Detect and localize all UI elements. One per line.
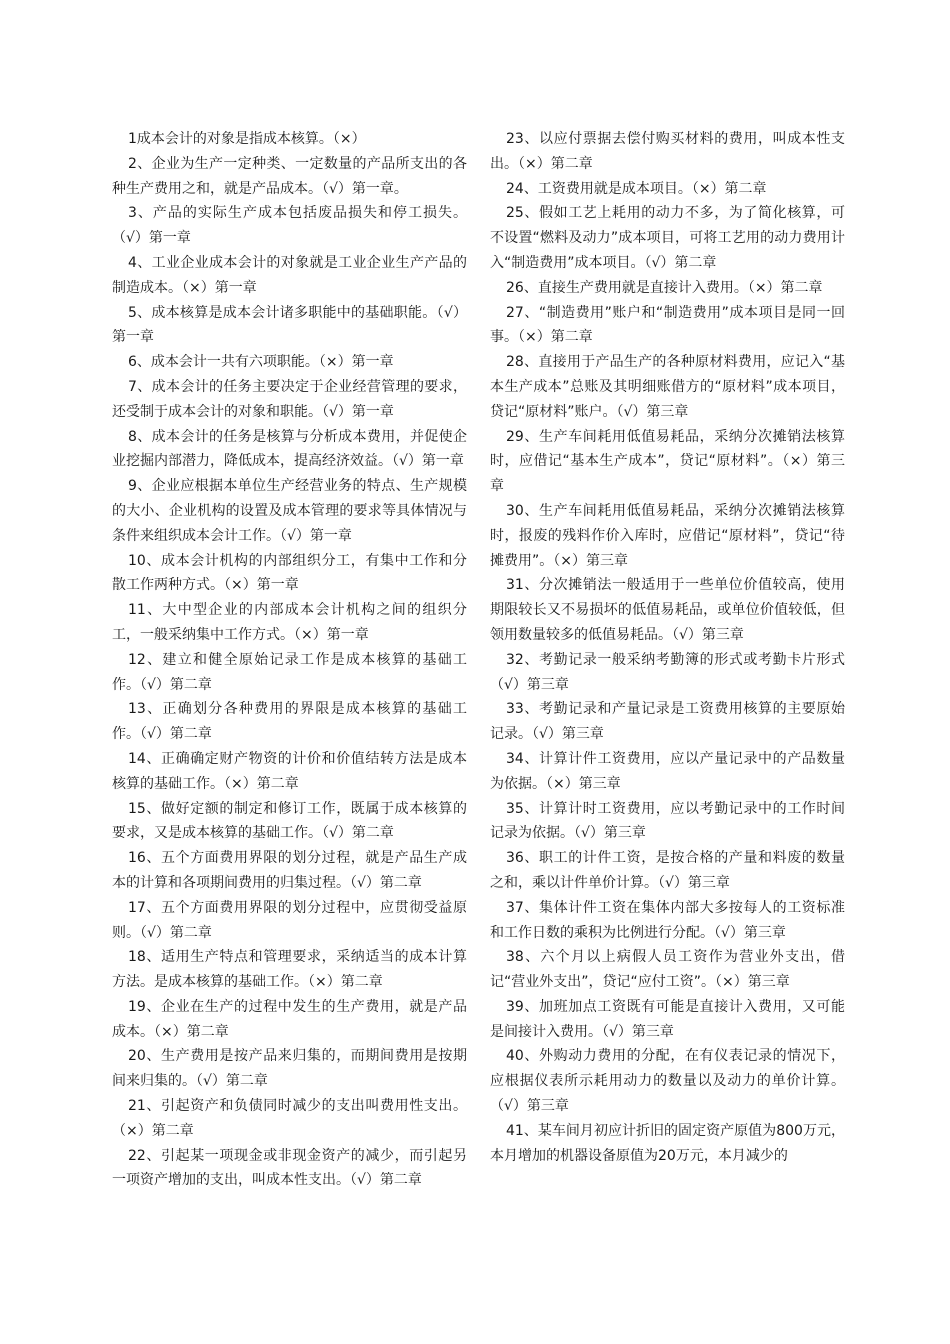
question-item: 26、直接生产费用就是直接计入费用。（×）第二章 — [506, 279, 823, 296]
question-item: 31、分次摊销法一般适用于一些单位价值较高，使用期限较长又不易损坏的低值易耗品，或单位价值较低，但领用数量较多的低值易耗品。（√）第三章 — [490, 577, 845, 643]
question-item: 10、成本会计机构的内部组织分工，有集中工作和分散工作两种方式。（×）第一章 — [112, 552, 467, 594]
question-item: 33、考勤记录和产量记录是工资费用核算的主要原始记录。（√）第三章 — [490, 701, 845, 743]
question-item: 24、工资费用就是成本项目。（×）第二章 — [506, 180, 767, 197]
question-item: 12、建立和健全原始记录工作是成本核算的基础工作。（√）第二章 — [112, 651, 467, 693]
question-item: 22、引起某一项现金或非现金资产的减少，而引起另一项资产增加的支出，叫成本性支出。（√）第二章 — [112, 1147, 467, 1189]
question-item: 8、成本会计的任务是核算与分析成本费用，并促使企业挖掘内部潜力，降低成本，提高经济效益。（√）第一章 — [112, 428, 467, 470]
question-item: 29、生产车间耗用低值易耗品，采纳分次摊销法核算时，应借记“基本生产成本”，贷记“原材料”。（×）第三章 — [490, 428, 845, 495]
right-column — [490, 127, 845, 1168]
question-item: 15、做好定额的制定和修订工作，既属于成本核算的要求，又是成本核算的基础工作。（√）第二章 — [112, 800, 467, 842]
question-item: 35、计算计时工资费用，应以考勤记录中的工作时间记录为依据。（√）第三章 — [490, 800, 845, 842]
question-item: 40、外购动力费用的分配，在有仪表记录的情况下，应根据仪表所示耗用动力的数量以及动力的单价计算。（√）第三章 — [490, 1048, 845, 1115]
question-item: 28、直接用于产品生产的各种原材料费用，应记入“基本生产成本”总账及其明细账借方的“原材料”成本项目，贷记“原材料”账户。（√）第三章 — [490, 354, 845, 420]
question-item: 27、“制造费用”账户和“制造费用”成本项目是同一回事。（×）第二章 — [490, 304, 845, 346]
question-item: 6、成本会计一共有六项职能。（×）第一章 — [128, 354, 394, 371]
question-item: 37、集体计件工资在集体内部大多按每人的工资标准和工作日数的乘积为比例进行分配。（√）第三章 — [490, 899, 845, 941]
question-item: 13、正确划分各种费用的界限是成本核算的基础工作。（√）第二章 — [112, 701, 467, 743]
question-item: 21、引起资产和负债同时减少的支出叫费用性支出。（×）第二章 — [112, 1098, 467, 1139]
question-item: 19、企业在生产的过程中发生的生产费用，就是产品成本。（×）第二章 — [112, 998, 467, 1040]
question-item: 39、加班加点工资既有可能是直接计入费用，又可能是间接计入费用。（√）第三章 — [490, 998, 845, 1040]
question-item: 32、考勤记录一般采纳考勤簿的形式或考勤卡片形式（√）第三章 — [490, 651, 845, 693]
question-item: 23、以应付票据去偿付购买材料的费用，叫成本性支出。（×）第二章 — [490, 131, 845, 172]
question-item: 1成本会计的对象是指成本核算。（×） — [128, 131, 366, 147]
question-item: 17、五个方面费用界限的划分过程中，应贯彻受益原则。（√）第二章 — [112, 899, 467, 941]
question-item: 18、适用生产特点和管理要求，采纳适当的成本计算方法。是成本核算的基础工作。（×）第二章 — [112, 949, 467, 991]
question-item: 20、生产费用是按产品来归集的，而期间费用是按期间来归集的。（√）第二章 — [112, 1048, 467, 1090]
question-item: 5、成本核算是成本会计诸多职能中的基础职能。（√）第一章 — [112, 304, 467, 346]
question-item: 16、五个方面费用界限的划分过程，就是产品生产成本的计算和各项期间费用的归集过程。（√）第二章 — [112, 850, 467, 891]
question-item: 34、计算计件工资费用，应以产量记录中的产品数量为依据。（×）第三章 — [490, 750, 845, 792]
question-item: 30、生产车间耗用低值易耗品，采纳分次摊销法核算时，报废的残料作价入库时，应借记“原材料”，贷记“待摊费用”。（×）第三章 — [490, 502, 845, 569]
question-item: 25、假如工艺上耗用的动力不多，为了简化核算，可不设置“燃料及动力”成本项目，可将工艺用的动力费用计入“制造费用”成本项目。（√）第二章 — [490, 205, 845, 271]
question-item: 38、六个月以上病假人员工资作为营业外支出，借记“营业外支出”，贷记“应付工资”。（×）第三章 — [490, 949, 845, 991]
question-item: 11、大中型企业的内部成本会计机构之间的组织分工，一般采纳集中工作方式。（×）第一章 — [112, 602, 467, 643]
question-item: 14、正确确定财产物资的计价和价值结转方法是成本核算的基础工作。（×）第二章 — [112, 750, 467, 792]
question-item: 2、企业为生产一定种类、一定数量的产品所支出的各种生产费用之和，就是产品成本。（√）第一章。 — [112, 155, 467, 197]
question-item: 4、工业企业成本会计的对象就是工业企业生产产品的制造成本。（×）第一章 — [112, 254, 467, 296]
question-item: 9、企业应根据本单位生产经营业务的特点、生产规模的大小、企业机构的设置及成本管理的要求等具体情况与条件来组织成本会计工作。（√）第一章 — [112, 478, 467, 544]
question-item: 3、产品的实际生产成本包括废品损失和停工损失。（√）第一章 — [112, 205, 467, 247]
question-item: 36、职工的计件工资，是按合格的产量和料废的数量之和，乘以计件单价计算。（√）第三章 — [490, 850, 845, 891]
question-item: 7、成本会计的任务主要决定于企业经营管理的要求，还受制于成本会计的对象和职能。（√）第一章 — [112, 378, 467, 420]
left-column — [112, 127, 467, 1193]
question-item: 41、某车间月初应计折旧的固定资产原值为800万元，本月增加的机器设备原值为20万元，本月减少的 — [490, 1122, 845, 1164]
